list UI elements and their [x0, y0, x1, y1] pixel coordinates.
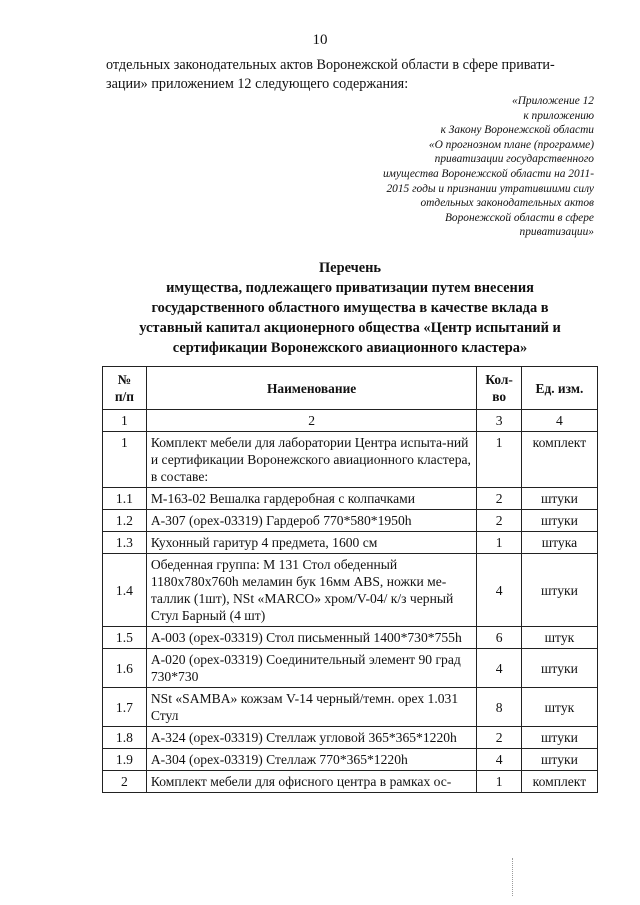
row-quantity: 1 [477, 432, 521, 488]
row-name: М-163-02 Вешалка гардеробная с колпачками [146, 488, 477, 510]
row-name: Комплект мебели для лаборатории Центра испыта-ний и сертификации Воронежского авиационного кластера, в составе: [146, 432, 477, 488]
row-unit: штуки [521, 554, 597, 627]
row-unit: штуки [521, 488, 597, 510]
property-table [102, 366, 598, 793]
appendix-line: к приложению [523, 109, 594, 122]
row-name: А-304 (орех-03319) Стеллаж 770*365*1220h [146, 749, 477, 771]
table-row [103, 510, 598, 532]
header-quantity [477, 367, 521, 410]
row-quantity: 1 [477, 771, 521, 793]
header-number-line2: п/п [114, 389, 134, 404]
table-row [103, 488, 598, 510]
appendix-line: отдельных законодательных актов [420, 197, 594, 210]
header-unit: Ед. изм. [521, 367, 597, 410]
intro-line: зации» приложением 12 следующего содержания: [106, 76, 409, 92]
row-name: NSt «SAMBA» кожзам V-14 черный/темн. орех 1.031 Стул [146, 688, 477, 727]
row-quantity: 2 [477, 727, 521, 749]
row-quantity: 8 [477, 688, 521, 727]
appendix-line: «Приложение 12 [512, 95, 594, 107]
heading-line: имущества, подлежащего приватизации путем внесения [166, 280, 534, 296]
row-number: 1.3 [103, 532, 147, 554]
row-number: 1.2 [103, 510, 147, 532]
appendix-line: «О прогнозном плане (программе) [428, 138, 594, 151]
appendix-line: 2015 годы и признании утратившими силу [386, 182, 594, 195]
row-number: 2 [103, 771, 147, 793]
heading-line: сертификации Воронежского авиационного кластера» [172, 340, 528, 356]
row-number: 1.5 [103, 627, 147, 649]
appendix-reference [294, 94, 594, 240]
appendix-line: приватизации» [519, 226, 594, 239]
row-number: 1.7 [103, 688, 147, 727]
row-number: 1.8 [103, 727, 147, 749]
row-name: Обеденная группа: М 131 Стол обеденный 1180х780х760h меламин бук 16мм ABS, ножки ме-таллик (1шт), NSt «MARCO» хром/V-04/ к/з черный Стул Барный (4 шт) [146, 554, 477, 627]
index-cell: 1 [103, 410, 147, 432]
row-unit: штуки [521, 510, 597, 532]
table-row [103, 649, 598, 688]
appendix-line: Воронежской области в сфере [444, 211, 594, 224]
header-quantity-line2: во [492, 389, 507, 404]
table-row [103, 554, 598, 627]
table-index-row [103, 410, 598, 432]
heading-line: Перечень [318, 260, 382, 276]
header-number [103, 367, 147, 410]
row-unit: штуки [521, 649, 597, 688]
list-heading [60, 258, 640, 358]
row-quantity: 1 [477, 532, 521, 554]
row-unit: штуки [521, 749, 597, 771]
table-row [103, 688, 598, 727]
row-unit: комплект [521, 771, 597, 793]
row-number: 1.6 [103, 649, 147, 688]
appendix-line: приватизации государственного [434, 153, 594, 166]
row-quantity: 4 [477, 749, 521, 771]
row-quantity: 6 [477, 627, 521, 649]
row-unit: штуки [521, 727, 597, 749]
row-quantity: 2 [477, 510, 521, 532]
index-cell: 3 [477, 410, 521, 432]
header-number-line1: № [117, 372, 132, 387]
row-unit: штука [521, 532, 597, 554]
row-quantity: 4 [477, 649, 521, 688]
intro-line: отдельных законодательных актов Воронежской области в сфере привати- [106, 57, 555, 73]
row-quantity: 4 [477, 554, 521, 627]
row-name: Комплект мебели для офисного центра в рамках ос- [146, 771, 477, 793]
row-name: А-324 (орех-03319) Стеллаж угловой 365*365*1220h [146, 727, 477, 749]
table-row [103, 627, 598, 649]
table-row [103, 727, 598, 749]
table-row [103, 771, 598, 793]
row-name: Кухонный гаритур 4 предмета, 1600 см [146, 532, 477, 554]
heading-line: государственного областного имущества в качестве вклада в [151, 300, 549, 316]
row-number: 1 [103, 432, 147, 488]
table-row [103, 749, 598, 771]
appendix-line: к Закону Воронежской области [440, 124, 594, 137]
header-quantity-line1: Кол- [485, 372, 513, 387]
page-number: 10 [312, 32, 328, 48]
header-name: Наименование [146, 367, 477, 410]
table-header-row [103, 367, 598, 410]
heading-line: уставный капитал акционерного общества «Центр испытаний и [139, 320, 561, 336]
appendix-line: имущества Воронежской области на 2011- [382, 167, 594, 180]
row-name: А-307 (орех-03319) Гардероб 770*580*1950h [146, 510, 477, 532]
row-unit: комплект [521, 432, 597, 488]
row-unit: штук [521, 627, 597, 649]
row-number: 1.4 [103, 554, 147, 627]
row-number: 1.9 [103, 749, 147, 771]
index-cell: 2 [146, 410, 477, 432]
table-row [103, 532, 598, 554]
row-number: 1.1 [103, 488, 147, 510]
row-name: А-020 (орех-03319) Соединительный элемент 90 град 730*730 [146, 649, 477, 688]
index-cell: 4 [521, 410, 597, 432]
scan-margin-mark [512, 858, 514, 896]
row-unit: штук [521, 688, 597, 727]
table-row [103, 432, 598, 488]
row-name: А-003 (орех-03319) Стол письменный 1400*730*755h [146, 627, 477, 649]
intro-paragraph [106, 56, 596, 94]
row-quantity: 2 [477, 488, 521, 510]
